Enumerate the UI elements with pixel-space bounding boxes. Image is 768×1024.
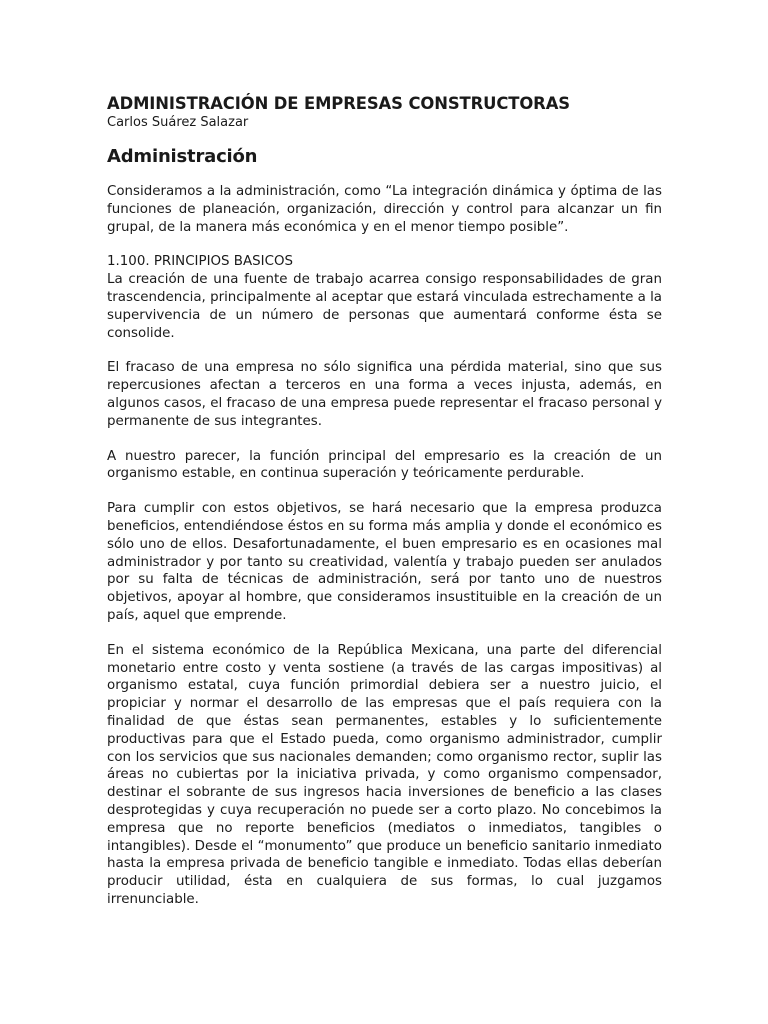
document-title: ADMINISTRACIÓN DE EMPRESAS CONSTRUCTORAS	[107, 94, 570, 113]
paragraph-4: Para cumplir con estos objetivos, se hará necesario que la empresa produzca beneficios, entendiéndose éstos en su forma más amplia y donde el económico es sólo uno de ellos. Desafortunadamente, el buen empresario es en ocasiones mal administrador y por tanto su creatividad, valentía y trabajo pueden ser anulados por su falta de técnicas de administración, será por tanto uno de nuestros objetivos, apoyar al hombre, que consideramos insustituible en la creación de un país, aquel que emprende.	[107, 501, 662, 623]
paragraph-2: El fracaso de una empresa no sólo significa una pérdida material, sino que sus repercusiones afectan a terceros en una forma a veces injusta, además, en algunos casos, el fracaso de una empresa puede representar el fracaso personal y permanente de sus integrantes.	[107, 360, 662, 429]
intro-paragraph: Consideramos a la administración, como “La integración dinámica y óptima de las funciones de planeación, organización, dirección y control para alcanzar un fin grupal, de la manera más económica y en el menor tiempo posible”.	[107, 184, 662, 235]
paragraph-3: A nuestro parecer, la función principal del empresario es la creación de un organismo estable, en continua superación y teóricamente perdurable.	[107, 448, 662, 482]
subsection-heading: 1.100. PRINCIPIOS BASICOS	[107, 254, 293, 270]
section-heading: Administración	[107, 146, 258, 167]
paragraph-5: En el sistema económico de la República Mexicana, una parte del diferencial monetario entre costo y venta sostiene (a través de las cargas impositivas) al organismo estatal, cuya función primordial debiera ser a nuestro juicio, el propiciar y normar el desarrollo de las empresas que el país requiera con la finalidad de que éstas sean permanentes, estables y lo suficientemente productivas para que el Estado pueda, como organismo administrador, cumplir con los servicios que sus nacionales demanden; como organismo rector, suplir las áreas no cubiertas por la iniciativa privada, y como organismo compensador, destinar el sobrante de sus ingresos hacia inversiones de beneficio a las clases desprotegidas y cuya recuperación no puede ser a corto plazo. No concebimos la empresa que no reporte beneficios (mediatos o inmediatos, tangibles o intangibles). Desde el “monumento” que produce un beneficio sanitario inmediato hasta la empresa privada de beneficio tangible e inmediato. Todas ellas deberían producir utilidad, ésta en cualquiera de sus formas, lo cual juzgamos irrenunciable.	[107, 642, 662, 907]
paragraph-1: La creación de una fuente de trabajo acarrea consigo responsabilidades de gran trascendencia, principalmente al aceptar que estará vinculada estrechamente a la supervivencia de un número de personas que aumentará conforme ésta se consolide.	[107, 272, 662, 341]
author-name: Carlos Suárez Salazar	[107, 115, 249, 130]
document-body	[107, 94, 662, 909]
